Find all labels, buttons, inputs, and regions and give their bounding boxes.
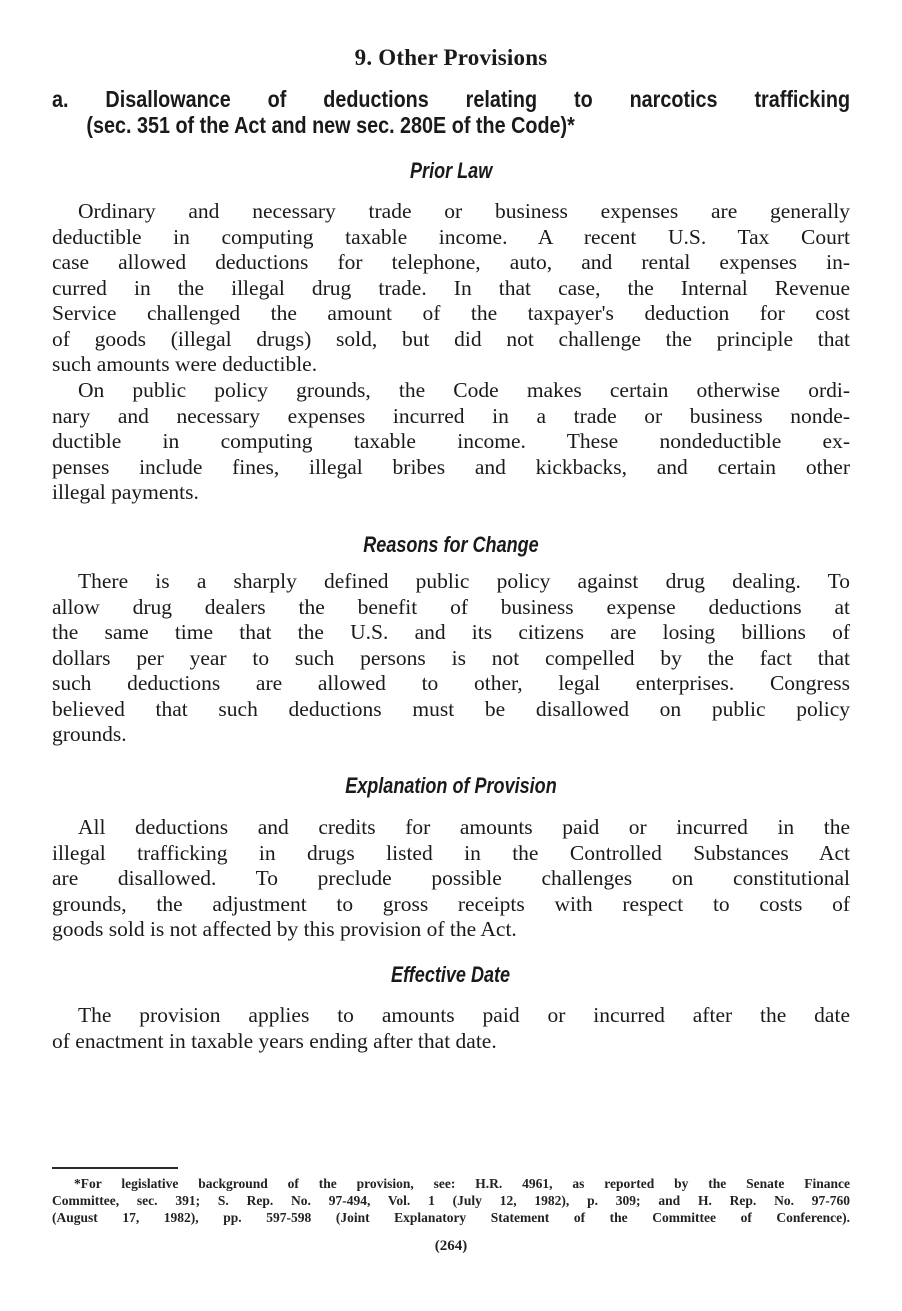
- paragraph: [52, 569, 850, 748]
- paragraph: [52, 1003, 850, 1054]
- text-line: deductible in computing taxable income. A recent U.S. Tax Court: [52, 224, 850, 249]
- text-line: Ordinary and necessary trade or business expenses are generally: [78, 199, 850, 223]
- footnote-divider: [52, 1167, 178, 1169]
- paragraph: [52, 199, 850, 378]
- text-line: On public policy grounds, the Code makes certain otherwise ordi-: [78, 378, 850, 402]
- heading-prior-law: [52, 158, 850, 184]
- footnote-line: Committee, sec. 391; S. Rep. No. 97-494, Vol. 1 (July 12, 1982), p. 309; and H. Rep. No. 97-760: [52, 1193, 850, 1208]
- section-title: 9. Other Provisions: [354, 45, 548, 70]
- footnote-line: (August 17, 1982), pp. 597-598 (Joint Explanatory Statement of the Committee of Conference).: [52, 1210, 850, 1225]
- text-line: of enactment in taxable years ending after that date.: [52, 1028, 497, 1053]
- heading-text: Explanation of Provision: [345, 773, 557, 798]
- text-line: Service challenged the amount of the taxpayer's deduction for cost: [52, 301, 850, 325]
- subsection-title: [52, 86, 850, 138]
- text-line: grounds, the adjustment to gross receipts with respect to costs of: [52, 891, 850, 916]
- text-line: The provision applies to amounts paid or incurred after the date: [78, 1003, 850, 1027]
- text-line: believed that such deductions must be disallowed on public policy: [52, 696, 850, 721]
- heading-text: Effective Date: [391, 962, 511, 987]
- text-line: are disallowed. To preclude possible challenges on constitutional: [52, 866, 850, 890]
- text-line: curred in the illegal drug trade. In that case, the Internal Revenue: [52, 275, 850, 300]
- heading-text: Reasons for Change: [363, 532, 539, 557]
- text-line: grounds.: [52, 722, 127, 746]
- footnote-line: *For legislative background of the provision, see: H.R. 4961, as reported by the Senate Finance: [74, 1176, 850, 1191]
- text-line: nary and necessary expenses incurred in a trade or business nonde-: [52, 403, 850, 428]
- text-line: All deductions and credits for amounts paid or incurred in the: [78, 815, 850, 839]
- heading-explanation-of-provision: [52, 773, 850, 799]
- heading-effective-date: [52, 962, 850, 988]
- text-line: case allowed deductions for telephone, auto, and rental expenses in-: [52, 250, 850, 274]
- text-line: the same time that the U.S. and its citizens are losing billions of: [52, 620, 850, 644]
- page-number: (264): [434, 1238, 468, 1254]
- subsection-title-line: (sec. 351 of the Act and new sec. 280E of the Code)*: [86, 112, 575, 138]
- paragraph: [52, 378, 850, 506]
- text-line: illegal trafficking in drugs listed in the Controlled Substances Act: [52, 840, 850, 865]
- text-line: ductible in computing taxable income. These nondeductible ex-: [52, 429, 850, 453]
- text-line: There is a sharply defined public policy against drug dealing. To: [78, 569, 850, 593]
- footnote: [52, 1175, 850, 1226]
- text-line: illegal payments.: [52, 480, 199, 504]
- text-line: allow drug dealers the benefit of business expense deductions at: [52, 594, 850, 619]
- paragraph: [52, 815, 850, 943]
- heading-text: Prior Law: [409, 158, 493, 183]
- heading-reasons-for-change: [52, 532, 850, 558]
- text-line: of goods (illegal drugs) sold, but did not challenge the principle that: [52, 326, 850, 351]
- text-line: goods sold is not affected by this provision of the Act.: [52, 917, 517, 941]
- subsection-title-line: a. Disallowance of deductions relating to narcotics trafficking: [52, 86, 851, 112]
- text-line: such deductions are allowed to other, legal enterprises. Congress: [52, 671, 850, 695]
- text-line: such amounts were deductible.: [52, 352, 318, 376]
- text-line: penses include fines, illegal bribes and kickbacks, and certain other: [52, 454, 850, 479]
- text-line: dollars per year to such persons is not compelled by the fact that: [52, 645, 850, 670]
